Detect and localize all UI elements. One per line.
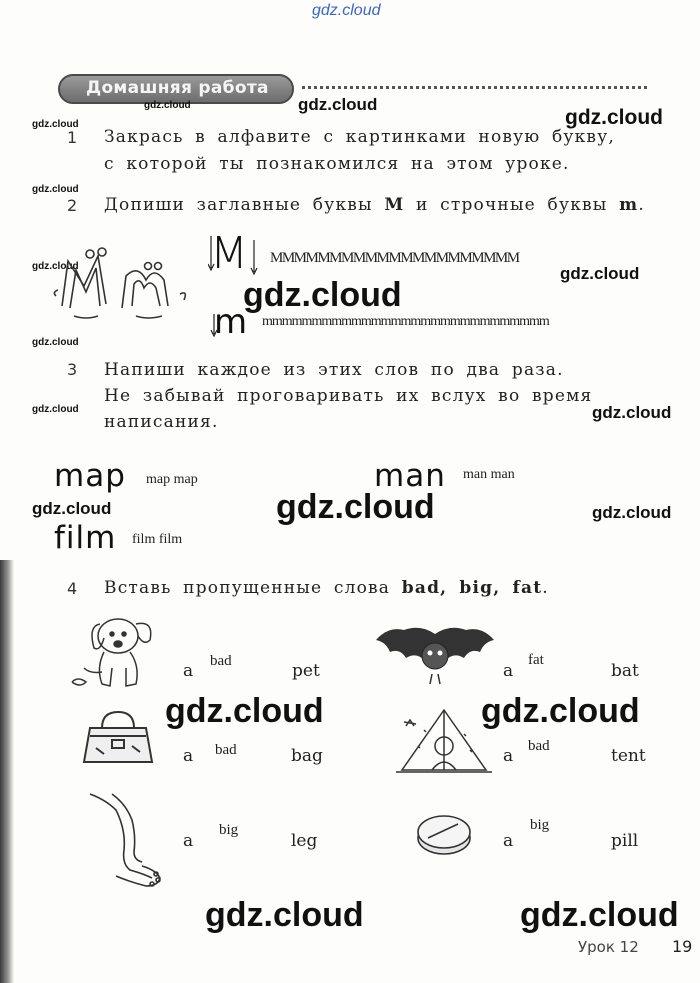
- handbag-icon: [82, 710, 154, 766]
- page-number: 19: [672, 937, 693, 956]
- task-2-text: Допиши заглавные буквы: [104, 195, 385, 215]
- watermark: gdz.cloud: [165, 692, 324, 730]
- noun-bat: bat: [611, 661, 639, 681]
- lowercase-m-sample: m: [214, 302, 248, 342]
- answer-big: big: [219, 822, 239, 838]
- answer-fat: fat: [528, 652, 544, 668]
- noun-pet: pet: [292, 661, 320, 681]
- page-edge-shadow: [0, 560, 14, 983]
- task-number: 1: [67, 128, 78, 147]
- watermark: gdz.cloud: [243, 276, 402, 314]
- answer-big: big: [530, 817, 550, 833]
- task-4-text: Вставь пропущенные слова: [104, 578, 402, 598]
- word-sample-man: man: [374, 458, 446, 494]
- noun-tent: tent: [611, 746, 646, 766]
- pill-icon: [414, 812, 474, 858]
- task-2-text: и строчные буквы: [404, 195, 620, 215]
- task-2-letter-lower: m: [619, 195, 639, 215]
- watermark: gdz.cloud: [32, 499, 112, 518]
- watermark: gdz.cloud: [32, 337, 79, 348]
- article: a: [503, 661, 514, 681]
- lesson-label: Урок 12: [578, 938, 639, 956]
- article: a: [183, 661, 194, 681]
- watermark: gdz.cloud: [276, 488, 435, 526]
- capital-m-row: MMMMMMMMMMMMMMMMMMMMM: [270, 250, 519, 266]
- watermark: gdz.cloud: [32, 184, 79, 195]
- lowercase-m-row: mmmmmmmmmmmmmmmmmmmmmmmmmmmmm: [262, 314, 549, 329]
- task-3-line-1: Напиши каждое из этих слов по два раза.: [104, 360, 564, 380]
- task-1-line-2: с которой ты познакомился на этом уроке.: [104, 154, 570, 174]
- word-sample-film: film: [54, 520, 117, 556]
- cartoon-letters-illustration: [52, 236, 192, 322]
- watermark: gdz.cloud: [32, 261, 79, 272]
- task-1-line-1: Закрась в алфавите с картинками новую букву,: [104, 127, 616, 147]
- article: a: [503, 831, 514, 851]
- answer-bad: bad: [528, 738, 550, 754]
- task-4-word-list: bad, big, fat: [401, 578, 543, 598]
- writing-direction-arrow: [210, 312, 222, 338]
- homework-title: Домашняя работа: [86, 78, 269, 98]
- watermark: gdz.cloud: [481, 692, 640, 730]
- task-3-line-2: Не забывай проговаривать их вслух во время: [104, 386, 593, 406]
- noun-leg: leg: [291, 831, 318, 851]
- word-sample-map: map: [54, 458, 126, 494]
- watermark: gdz.cloud: [560, 264, 640, 283]
- watermark: gdz.cloud: [298, 95, 378, 114]
- watermark: gdz.cloud: [592, 503, 672, 522]
- answer-bad: bad: [215, 742, 237, 758]
- watermark: gdz.cloud: [32, 404, 79, 415]
- writing-direction-arrows: [208, 228, 260, 279]
- task-2-text: .: [638, 195, 645, 215]
- task-2-letter-capital: M: [384, 195, 405, 215]
- handwritten-man: man man: [463, 467, 515, 482]
- capital-m-sample: M: [210, 228, 248, 279]
- handwritten-map: map map: [146, 472, 198, 487]
- task-4-instruction: [104, 578, 549, 598]
- task-number: 4: [67, 579, 78, 598]
- watermark: gdz.cloud: [520, 896, 679, 934]
- puppy-icon: [66, 612, 162, 694]
- tent-icon: [394, 706, 494, 776]
- answer-bad: bad: [210, 653, 232, 669]
- task-4-text: .: [542, 578, 549, 598]
- watermark: gdz.cloud: [144, 100, 191, 111]
- watermark-top: gdz.cloud: [312, 2, 381, 19]
- task-2-instruction: [104, 195, 645, 215]
- task-3-line-3: написания.: [104, 412, 219, 432]
- watermark: gdz.cloud: [592, 403, 672, 422]
- leg-icon: [86, 790, 166, 890]
- noun-pill: pill: [611, 831, 639, 851]
- task-number: 2: [67, 196, 78, 215]
- noun-bag: bag: [291, 746, 323, 766]
- watermark: gdz.cloud: [565, 106, 663, 129]
- article: a: [183, 746, 194, 766]
- watermark: gdz.cloud: [205, 896, 364, 934]
- article: a: [183, 831, 194, 851]
- task-number: 3: [67, 360, 78, 379]
- watermark: gdz.cloud: [32, 119, 79, 130]
- handwritten-film: film film: [132, 532, 183, 547]
- article: a: [503, 746, 514, 766]
- bat-icon: [374, 618, 496, 688]
- header-dotted-line: [302, 86, 647, 91]
